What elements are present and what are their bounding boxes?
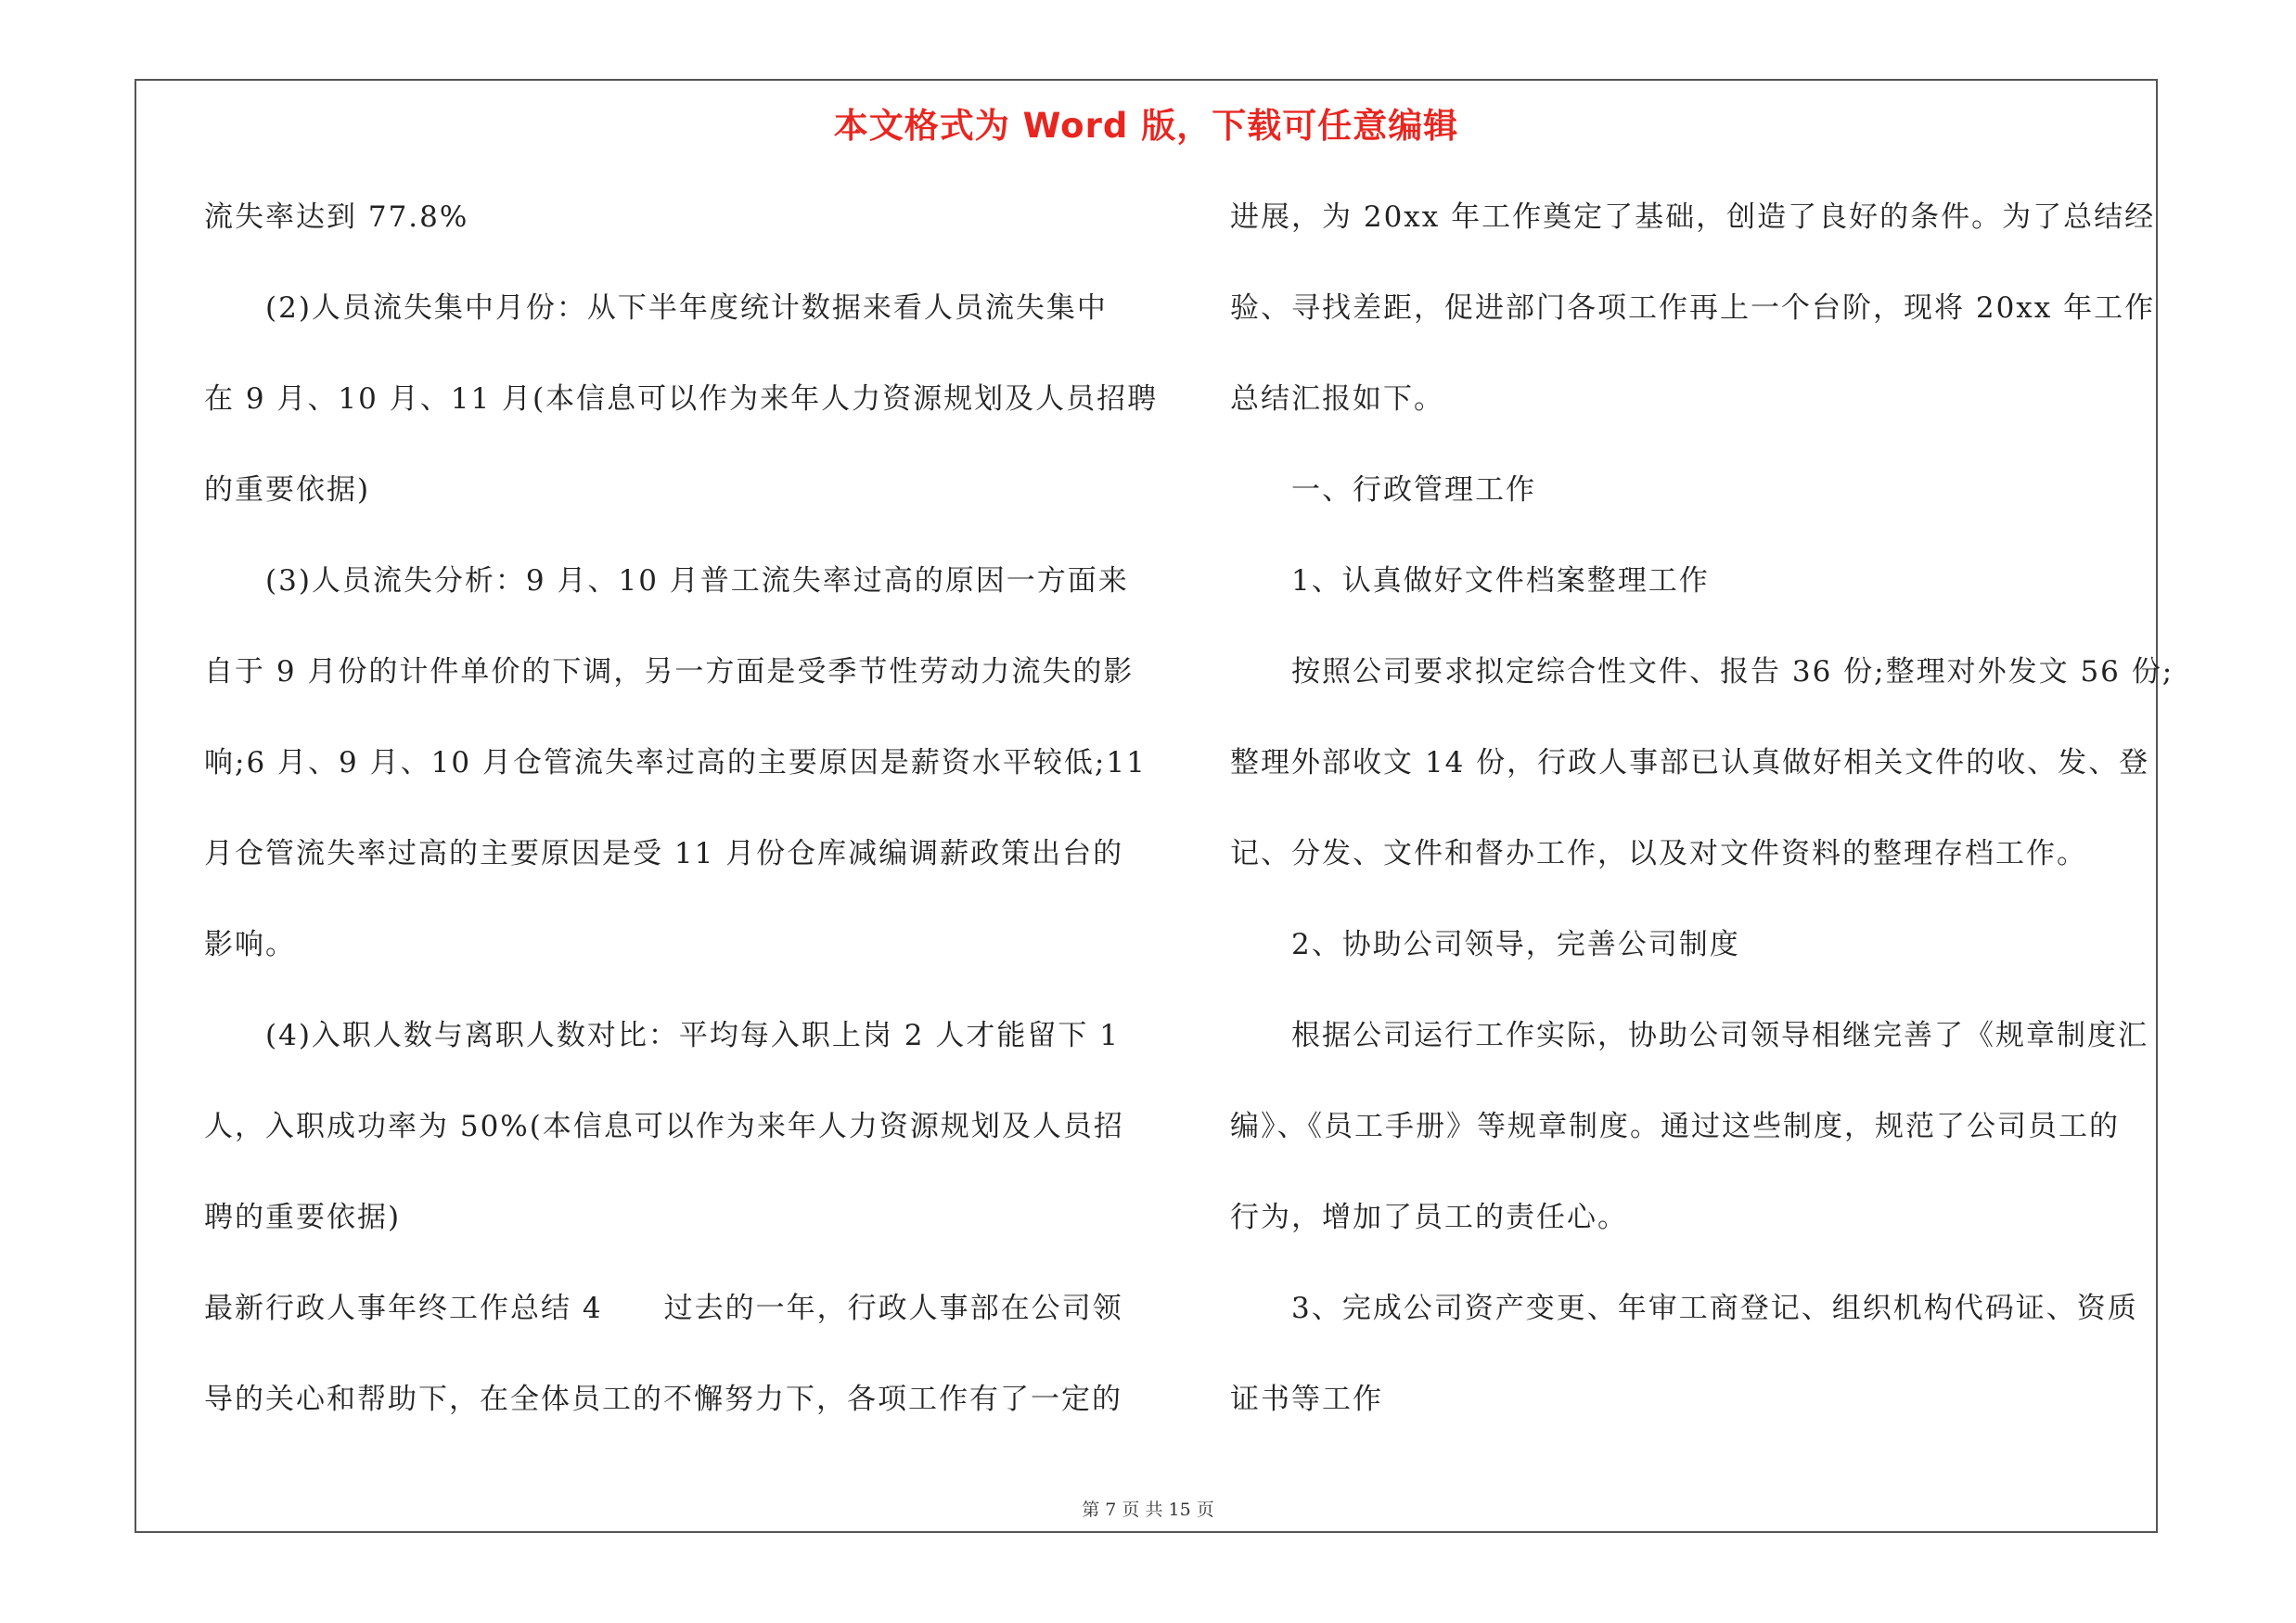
paragraph-line: 流失率达到 77.8% (204, 200, 469, 234)
paragraph-line: 影响。 (204, 928, 296, 961)
paragraph-line: 编》、《员工手册》等规章制度。通过这些制度，规范了公司员工的 (1230, 1110, 2120, 1143)
section-heading: 一、行政管理工作 (1230, 473, 1536, 507)
paragraph-line: 最新行政人事年终工作总结 4 过去的一年，行政人事部在公司领 (204, 1292, 1123, 1325)
paragraph-line: 按照公司要求拟定综合性文件、报告 36 份;整理对外发文 56 份; (1230, 655, 2174, 689)
subsection-heading: 3、完成公司资产变更、年审工商登记、组织机构代码证、资质 (1230, 1292, 2138, 1325)
paragraph-line: 月仓管流失率过高的主要原因是受 11 月份仓库减编调薪政策出台的 (204, 837, 1124, 870)
paragraph-line: 行为，增加了员工的责任心。 (1230, 1201, 1628, 1234)
paragraph-line: 人，入职成功率为 50%(本信息可以作为来年人力资源规划及人员招 (204, 1110, 1124, 1143)
subsection-heading: 1、认真做好文件档案整理工作 (1230, 564, 1710, 598)
paragraph-line: 的重要依据) (204, 473, 371, 507)
paragraph-line: 根据公司运行工作实际，协助公司领导相继完善了《规章制度汇 (1230, 1019, 2148, 1052)
paragraph-line: (3)人员流失分析：9 月、10 月普工流失率过高的原因一方面来 (204, 564, 1129, 598)
paragraph-line: (2)人员流失集中月份：从下半年度统计数据来看人员流失集中 (204, 291, 1108, 325)
paragraph-line: (4)入职人数与离职人数对比：平均每入职上岗 2 人才能留下 1 (204, 1019, 1120, 1052)
paragraph-line: 验、寻找差距，促进部门各项工作再上一个台阶，现将 20xx 年工作 (1230, 291, 2156, 325)
paragraph-line: 聘的重要依据) (204, 1201, 402, 1234)
paragraph-line: 证书等工作 (1230, 1383, 1383, 1416)
paragraph-line: 整理外部收文 14 份，行政人事部已认真做好相关文件的收、发、登 (1230, 746, 2150, 779)
subsection-heading: 2、协助公司领导，完善公司制度 (1230, 928, 1740, 961)
paragraph-line: 在 9 月、10 月、11 月(本信息可以作为来年人力资源规划及人员招聘 (204, 382, 1159, 416)
paragraph-line: 导的关心和帮助下，在全体员工的不懈努力下，各项工作有了一定的 (204, 1383, 1122, 1416)
paragraph-line: 自于 9 月份的计件单价的下调，另一方面是受季节性劳动力流失的影 (204, 655, 1135, 689)
paragraph-line: 记、分发、文件和督办工作，以及对文件资料的整理存档工作。 (1230, 837, 2087, 870)
page-number-footer: 第 7 页 共 15 页 (1082, 1500, 1214, 1520)
paragraph-line: 进展，为 20xx 年工作奠定了基础，创造了良好的条件。为了总结经 (1230, 200, 2156, 234)
word-format-banner: 本文格式为 Word 版，下载可任意编辑 (833, 106, 1459, 146)
paragraph-line: 响;6 月、9 月、10 月仓管流失率过高的主要原因是薪资水平较低;11 (204, 746, 1147, 779)
paragraph-line: 总结汇报如下。 (1230, 382, 1444, 416)
